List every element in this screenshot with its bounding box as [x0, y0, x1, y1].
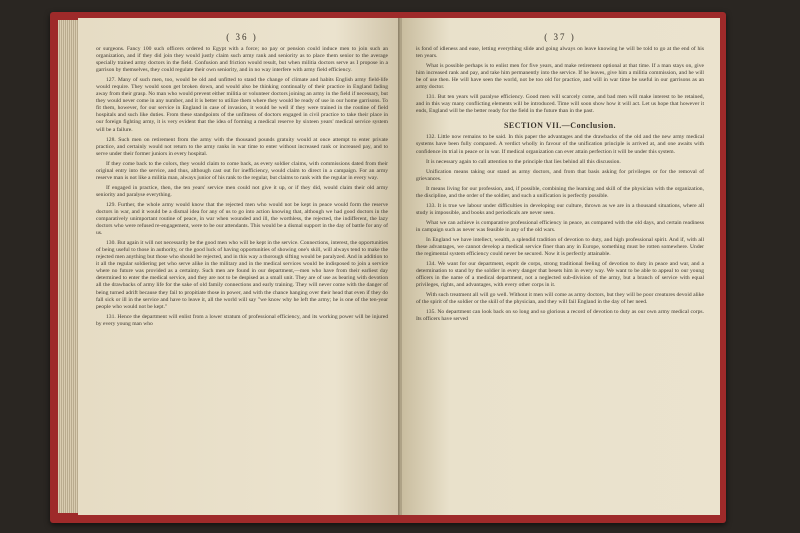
section-heading: SECTION VII.—Conclusion. — [503, 121, 617, 131]
paragraph: In England we have intellect, wealth, a splendid tradition of devotion to duty, and high professional spirit. And if, with all these advantages, we cannot develop a medical service finer than any in Europe, something must be rotten somewhere. Under the regimental system efficiency could never be secured. Now it is perfectly attainable. — [416, 236, 704, 258]
page-edges — [58, 20, 80, 513]
left-page-text — [96, 46, 388, 328]
paragraph: 131. Hence the department will enlist from a lower stratum of professional efficiency, and its working power will be injured by every young man who — [96, 313, 388, 327]
paragraph: What is possible perhaps is to enlist men for five years, and make retirement optional at that time. If a man stays on, give him increased rank and pay, and take him permanently into the service. If he leaves, give him a militia commission, and he will be of use then. He will have seen the world, not be too old for practice, and will in war time be useful in our garrisons as an army doctor. — [416, 63, 704, 91]
paragraph: is fond of idleness and ease, letting everything slide and going always on leave knowing he will be told to go at the end of his ten years. — [416, 46, 704, 60]
paragraph: or surgeons. Fancy 100 such officers ordered to Egypt with a force; no pay or pension could induce men to join such an organization, and if they did join they would justly claim such army rank and seniority as to place them senior to the average specially trained army doctors in the field. Confusion and friction would result, but when militia doctors serve as I propose in a garrison by themselves, they could regulate their own seniority, and in no way interfere with army field efficiency. — [96, 46, 388, 74]
paragraph: What we can achieve is comparative professional efficiency in peace, as compared with the old days, and certain readiness in campaign such as never was feasible in any of the old wars. — [416, 219, 704, 233]
paragraph: 127. Many of such men, too, would be old and unfitted to stand the change of climate and habits English army field-life would require. They would soon get broken down, and would also be thinking continually of their practice in England fading away from their grasp. No man who would prevent either militia or volunteer doctors joining an army in the field if necessary, but they would never come in any number, and it is better to utilize them where they would be ready of use in our home garrisons. To fit them, however, for our service in England in case of invasion, it would be well if they were trained in the routine of field hospitals and such like duties. From these standpoints of the unfitness of doctors engaged in civil practice to take their place in our foreign fighting army, it is very evident that the idea of forming a medical reserve by sixteen years' medical service system will be a failure. — [96, 77, 388, 133]
paragraph: 133. It is true we labour under difficulties in developing our culture, thrown as we are in a thousand situations, where all study is impossible, and books and periodicals are never seen. — [416, 202, 704, 216]
paragraph: 130. But again it will not necessarily be the good men who will be kept in the service. Connections, interest, the opportunities of being useful to those in authority, or the good luck of having opportunities of showing one's skill, will always tend to make the rejected men anything but those who should be rejected, and in this way a thorough sifting would be paralyzed. And in addition to it all the regular soldiering pet who serve alike in the military and in the medical services would be indisposed to join a service where no future was provided as a certainty. Such men are found in our department,—men who have from their earliest day determined to enter the medical service, and they are not to be despised as a small unit. They are of use as bearing with devotion all the drawbacks of army life for the sake of old family connections and early training. They will never come with the danger of being turned adrift because they fail to propitiate those in power, and with the chance hanging over their head that even if they do fall sick or ill in the service and have to leave it, all the world will say "we know why he left the army; he is one of the ten-year people who would not be kept." — [96, 240, 388, 310]
paragraph: Unification means taking our stand as army doctors, and from that basis asking for privileges or for the removal of grievances. — [416, 168, 704, 182]
paragraph: 135. No department can look back on so long and so glorious a record of devotion to duty as our own army medical corps. Its officers have served — [416, 309, 704, 323]
paragraph: 132. Little now remains to be said. In this paper the advantages and the drawbacks of the old and the new army medical systems have been fully compared. A verdict wholly in favour of the unification principle is arrived at, and one awaits with confidence its trial in peace or in war. If medical organization can ever attain perfection it will be under this system. — [416, 134, 704, 155]
paragraph: With such treatment all will go well. Without it men will come as army doctors, but they will be poor creatures devoid alike of the spirit of the soldier or the skill of the physician, and they will fail England in the day of her need. — [416, 292, 704, 306]
right-page-text — [416, 46, 704, 324]
page-number-left: ( 36 ) — [226, 32, 258, 42]
paragraph: 131. But ten years will paralyse efficiency. Good men will scarcely come, and bad men will make interest to be retained, and in this way many conflicting elements will be introduced. Time will soon show how it will act. Let us hope that however it ends, England will be the better ready for the field in the future than in the past. — [416, 94, 704, 115]
paragraph: 128. Such men on retirement from the army with the thousand pounds gratuity would at once attempt to enter private practice, and certainly would not return to the army ranks in war time to enter without increased rank or increased pay, and to serve under their former juniors in every hospital. — [96, 136, 388, 157]
paragraph: 134. We want for our department, esprit de corps, strong traditional feeling of devotion to duty in peace and war, and a determination to stand by the soldier in every danger that besets him in every way. We want to be able to appeal to our young officers in the name of a medical department, not a neglected sub-division of the army, but a branch of service with equal privileges, rights, and advantages, with every other corps in it. — [416, 261, 704, 289]
page-number-right: ( 37 ) — [544, 32, 576, 42]
right-page — [402, 18, 720, 515]
left-page — [78, 18, 400, 515]
paragraph: It means living for our profession, and, if possible, combining the learning and skill of the physician with the organization, the discipline, and the order of the soldier, and such a unification is perfectly possible. — [416, 185, 704, 199]
paragraph: If they come back to the colors, they would claim to come back, as every soldier claims, with commissions dated from their original entry into the service, and thus, although cast out for inefficiency, would claim to direct in a campaign. For an army reserve man is not like a militia man, always junior of his rank to the regular, but claims to rank with the regular in every way. — [96, 160, 388, 181]
paragraph: If engaged in practice, then, the ten years' service men could not give it up, or if they did, would claim their old army seniority and paralyse everything. — [96, 184, 388, 198]
paragraph: 129. Further, the whole army would know that the rejected men who would not be kept in peace would form the reserve doctors in war, and it would be a dismal idea for any of us to go into action knowing that, although we had good doctors in the comparatively unimportant routine of peace, in war when wounded and ill, the worthless, the rejected, the indifferent, the lazy doctors who were refused re-engagement, were to be our attendants. This would be a dismal support in the day of battle for any of us. — [96, 201, 388, 237]
paragraph: It is necessary again to call attention to the principle that lies behind all this discussion. — [426, 158, 621, 165]
